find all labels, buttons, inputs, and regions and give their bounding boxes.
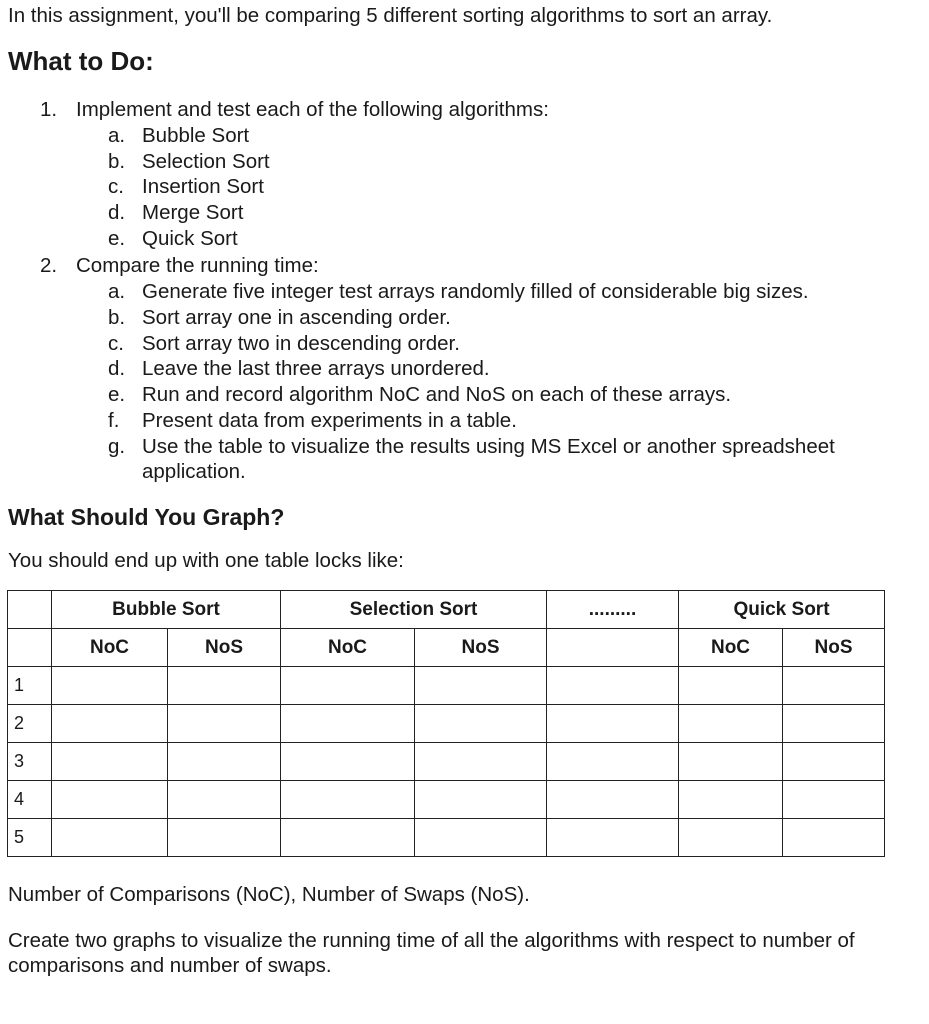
- step-1-text: Implement and test each of the following algorithms:: [76, 98, 549, 121]
- step-1b-letter: b.: [108, 150, 126, 173]
- table-cell: [679, 705, 783, 743]
- row-number: 2: [8, 705, 52, 743]
- corner-cell: [8, 629, 52, 667]
- corner-cell: [8, 591, 52, 629]
- heading-what-to-graph: What Should You Graph?: [8, 504, 285, 530]
- table-cell: [415, 667, 547, 705]
- table-cell: [168, 743, 281, 781]
- table-cell: [168, 781, 281, 819]
- table-lead-text: You should end up with one table locks like:: [8, 549, 404, 572]
- step-2g-text: Use the table to visualize the results using MS Excel or another spreadsheet application.: [142, 435, 835, 483]
- step-2-text: Compare the running time:: [76, 254, 319, 277]
- step-2a-letter: a.: [108, 280, 126, 303]
- table-row: [8, 819, 885, 857]
- table-cell: [783, 781, 885, 819]
- table-cell: [783, 743, 885, 781]
- table-cell: [547, 781, 679, 819]
- table-cell: [52, 819, 168, 857]
- table-cell: [281, 819, 415, 857]
- subheader-selection-nos: NoS: [415, 629, 547, 667]
- step-2d-letter: d.: [108, 357, 126, 380]
- step-2a-text: Generate five integer test arrays randomly filled of considerable big sizes.: [142, 280, 809, 303]
- step-2e-letter: e.: [108, 383, 126, 406]
- step-1c-text: Insertion Sort: [142, 175, 264, 198]
- step-2g-letter: g.: [108, 435, 126, 458]
- row-number: 4: [8, 781, 52, 819]
- step-2f-letter: f.: [108, 409, 120, 432]
- row-number: 3: [8, 743, 52, 781]
- step-1b-text: Selection Sort: [142, 150, 270, 173]
- table-cell: [168, 819, 281, 857]
- table-row: [8, 705, 885, 743]
- subheader-selection-noc: NoC: [281, 629, 415, 667]
- step-2b-text: Sort array one in ascending order.: [142, 306, 451, 329]
- legend-text: Number of Comparisons (NoC), Number of Swaps (NoS).: [8, 883, 530, 906]
- table-cell: [52, 705, 168, 743]
- table-cell: [415, 705, 547, 743]
- step-2-number: 2.: [40, 254, 58, 277]
- step-1c-letter: c.: [108, 175, 124, 198]
- subheader-quick-nos: NoS: [783, 629, 885, 667]
- table-cell: [783, 705, 885, 743]
- table-group-header-row: [8, 591, 885, 629]
- step-1e-letter: e.: [108, 227, 126, 250]
- heading-what-to-do: What to Do:: [8, 46, 154, 76]
- table-cell: [547, 819, 679, 857]
- table-cell: [679, 743, 783, 781]
- row-number: 5: [8, 819, 52, 857]
- closing-text: Create two graphs to visualize the running time of all the algorithms with respect to number of comparisons and number of swaps.: [8, 929, 855, 977]
- table-cell: [679, 819, 783, 857]
- table-cell: [168, 705, 281, 743]
- table-cell: [679, 781, 783, 819]
- step-2c-letter: c.: [108, 332, 124, 355]
- group-header-quick-sort: Quick Sort: [679, 591, 885, 629]
- subheader-quick-noc: NoC: [679, 629, 783, 667]
- table-cell: [547, 743, 679, 781]
- table-row: [8, 781, 885, 819]
- intro-text: In this assignment, you'll be comparing 5 different sorting algorithms to sort an array.: [8, 4, 773, 27]
- table-cell: [168, 667, 281, 705]
- table-cell: [52, 667, 168, 705]
- group-header-selection-sort: Selection Sort: [281, 591, 547, 629]
- subheader-ellipsis: [547, 629, 679, 667]
- subheader-bubble-noc: NoC: [52, 629, 168, 667]
- table-cell: [415, 819, 547, 857]
- table-row: [8, 667, 885, 705]
- step-2e-text: Run and record algorithm NoC and NoS on each of these arrays.: [142, 383, 732, 406]
- table-cell: [281, 781, 415, 819]
- step-1a-text: Bubble Sort: [142, 124, 250, 147]
- table-cell: [52, 781, 168, 819]
- table-cell: [281, 667, 415, 705]
- step-2d-text: Leave the last three arrays unordered.: [142, 357, 490, 380]
- step-1a-letter: a.: [108, 124, 126, 147]
- table-cell: [52, 743, 168, 781]
- table-cell: [415, 743, 547, 781]
- subheader-bubble-nos: NoS: [168, 629, 281, 667]
- step-2b-letter: b.: [108, 306, 126, 329]
- table-cell: [547, 667, 679, 705]
- table-cell: [783, 667, 885, 705]
- step-2f-text: Present data from experiments in a table.: [142, 409, 517, 432]
- step-1d-text: Merge Sort: [142, 201, 244, 224]
- table-row: [8, 743, 885, 781]
- table-cell: [783, 819, 885, 857]
- group-header-bubble-sort: Bubble Sort: [52, 591, 281, 629]
- group-header-ellipsis: .........: [547, 591, 679, 629]
- table-cell: [679, 667, 783, 705]
- results-table: [7, 590, 885, 857]
- table-cell: [281, 743, 415, 781]
- step-2c-text: Sort array two in descending order.: [142, 332, 460, 355]
- table-cell: [547, 705, 679, 743]
- table-cell: [281, 705, 415, 743]
- row-number: 1: [8, 667, 52, 705]
- step-1-number: 1.: [40, 98, 58, 121]
- table-cell: [415, 781, 547, 819]
- table-subheader-row: [8, 629, 885, 667]
- step-1d-letter: d.: [108, 201, 126, 224]
- step-1e-text: Quick Sort: [142, 227, 238, 250]
